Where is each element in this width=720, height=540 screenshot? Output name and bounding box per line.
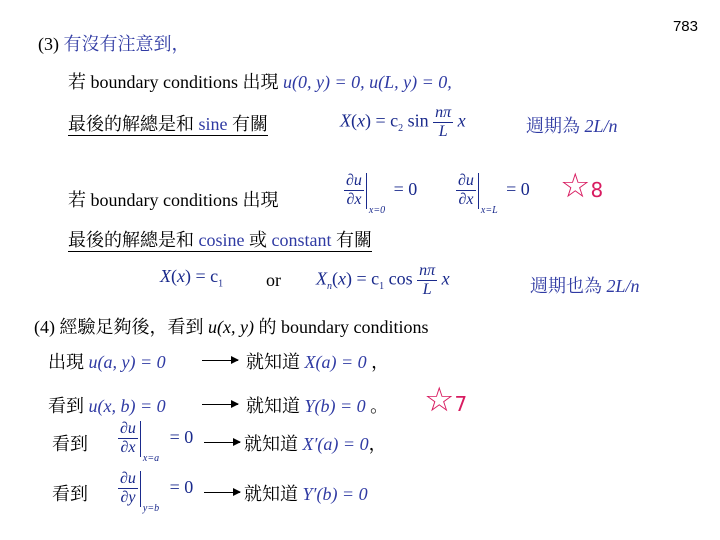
case1-formula-mid: = c [375, 110, 399, 131]
case2-left-evalbar [366, 173, 367, 209]
item3-label: (3) [38, 34, 59, 54]
case2-period [530, 272, 640, 298]
case1-solution-line [68, 110, 268, 136]
row4-derivative [118, 470, 194, 515]
case2-formula1-sub: 1 [218, 278, 224, 290]
row4-num: ∂u [120, 470, 136, 487]
case1-period [526, 112, 618, 138]
case2-right-sub: x=L [480, 205, 498, 217]
annotation-number-8: 8 [590, 178, 604, 202]
case1-bc-line [68, 68, 452, 94]
case2-period-prefix: 週期也為 [530, 276, 607, 296]
row4-know-text: 就知道 [244, 484, 303, 504]
annotation-star-8 [560, 166, 603, 206]
case2-formula2-var: x [441, 268, 450, 289]
row1-know-text: 就知道 [246, 352, 305, 372]
row4-know-math: Y′(b) = 0 [302, 484, 368, 504]
row3-arrow-icon [204, 442, 240, 443]
row2-seen-math: u(x, b) = 0 [88, 396, 166, 416]
annotation-star-7 [424, 380, 467, 420]
case2-solution-func1: cosine [198, 230, 245, 250]
row1-arrow-icon [202, 360, 238, 361]
item4-row-2-seen [48, 392, 166, 418]
row2-arrow-icon [202, 404, 238, 405]
item4-title-suffix: 的 boundary conditions [253, 317, 429, 337]
row4-arrow-icon [204, 492, 240, 493]
case1-prefix: 若 boundary conditions 出現 [68, 72, 283, 92]
item3-title: 有沒有注意到， [63, 34, 190, 54]
case2-formula2-lhs-sub: n [327, 281, 332, 293]
row3-derivative [118, 420, 194, 465]
case2-left-sub: x=0 [368, 205, 386, 217]
case2-frac-num: nπ [419, 262, 436, 279]
case2-formula2: $X_n(x) = c_1$ cos $\frac{n\pi}{L}$ x [316, 262, 450, 298]
case1-solution-prefix: 最後的解總是和 [68, 114, 199, 134]
row1-know-math: X(a) = 0 [304, 352, 367, 372]
row3-fraction [118, 420, 138, 457]
case2-or: or [266, 270, 281, 290]
case1-formula: $X(x) = c_2$ sin $\frac{n\pi}{L}$ x [340, 104, 466, 140]
item4-title-math: u(x, y) [208, 317, 254, 337]
case2-right-fraction [456, 172, 476, 209]
row3-num: ∂u [120, 420, 136, 437]
case2-left-rhs: = 0 [393, 178, 418, 199]
case1-solution-func: sine [198, 114, 228, 134]
item4-row-3-seen: 看到 [52, 434, 88, 454]
case1-formula-var: x [457, 110, 466, 131]
case2-right-rhs: = 0 [506, 178, 530, 199]
item4-row-1-seen [48, 348, 166, 374]
case2-formula1-lhs: X [160, 266, 171, 286]
row3-know-text: 就知道 [244, 434, 303, 454]
item4-row-2-know [246, 392, 388, 418]
case1-formula-lhs: X [340, 110, 351, 131]
case1-frac-num: nπ [435, 104, 452, 121]
case2-formula2-lhs: X [316, 268, 327, 289]
case2-formula1: $X(x) = c_1$ [160, 266, 224, 290]
row3-tail: ， [368, 434, 387, 454]
case2-solution [68, 230, 372, 252]
row4-fraction [118, 470, 138, 507]
item4-title-prefix: 經驗足夠後，看到 [59, 317, 208, 337]
row4-evalbar [140, 471, 141, 507]
case1-formula-sin: sin [403, 110, 429, 131]
case2-bc-right [456, 172, 530, 217]
row3-den: ∂x [120, 439, 136, 456]
item4-label: (4) [34, 317, 55, 337]
case2-solution-prefix: 最後的解總是和 [68, 230, 199, 250]
case2-frac-den: L [422, 281, 432, 298]
row1-tail: ， [366, 352, 390, 372]
row1-seen-math: u(a, y) = 0 [88, 352, 166, 372]
case2-prefix: 若 boundary conditions 出現 [68, 190, 279, 210]
item4-row-4-know [244, 480, 368, 506]
row3-sub: x=a [142, 453, 160, 465]
case2-period-value: 2L/n [606, 276, 640, 296]
star-icon: ☆ [424, 380, 455, 420]
case1-bc: u(0, y) = 0, u(L, y) = 0, [282, 72, 452, 92]
item4-row-4-seen: 看到 [52, 484, 88, 504]
row2-tail: 。 [365, 396, 389, 416]
item4-row-3-know [244, 430, 387, 456]
row2-seen-text: 看到 [48, 396, 89, 416]
case1-solution-suffix: 有關 [227, 114, 268, 134]
case1-solution [68, 114, 268, 136]
row3-know-math: X′(a) = 0 [302, 434, 369, 454]
case2-bc-line [68, 186, 278, 212]
row4-rhs: = 0 [169, 476, 194, 497]
case2-right-evalbar [478, 173, 479, 209]
case2-left-fraction [344, 172, 364, 209]
case1-frac-den: L [438, 123, 448, 140]
case2-formula2-fraction [417, 262, 437, 299]
item4-heading [34, 313, 428, 339]
case2-left-den: ∂x [346, 191, 362, 208]
row3-evalbar [140, 421, 141, 457]
case2-solution-func2: constant [271, 230, 332, 250]
case2-formula2-mid: = c [356, 268, 380, 289]
star-icon: ☆ [560, 166, 591, 206]
row3-rhs: = 0 [169, 426, 194, 447]
row2-know-math: Y(b) = 0 [304, 396, 366, 416]
row4-sub: y=b [142, 503, 160, 515]
row1-seen-text: 出現 [48, 352, 89, 372]
row2-know-text: 就知道 [246, 396, 305, 416]
case2-bc-left [344, 172, 418, 217]
annotation-number-7: 7 [454, 392, 468, 416]
case2-solution-line [68, 226, 372, 252]
item3-heading [38, 30, 190, 56]
case2-formula2-sub: 1 [379, 281, 385, 293]
case1-period-value: 2L/n [584, 116, 618, 136]
case2-right-den: ∂x [458, 191, 474, 208]
case2-left-num: ∂u [346, 172, 362, 189]
case2-solution-or: 或 [244, 230, 272, 250]
case2-solution-suffix: 有關 [331, 230, 372, 250]
case2-right-num: ∂u [458, 172, 474, 189]
page-number: 783 [672, 18, 698, 35]
case1-formula-sub: 2 [398, 123, 404, 135]
case1-fraction [433, 104, 453, 141]
row4-den: ∂y [120, 489, 136, 506]
case2-formula1-rhs: = c [195, 266, 219, 286]
item4-row-1-know [246, 348, 389, 374]
case2-formula2-cos: cos [384, 268, 413, 289]
case1-period-prefix: 週期為 [526, 116, 585, 136]
